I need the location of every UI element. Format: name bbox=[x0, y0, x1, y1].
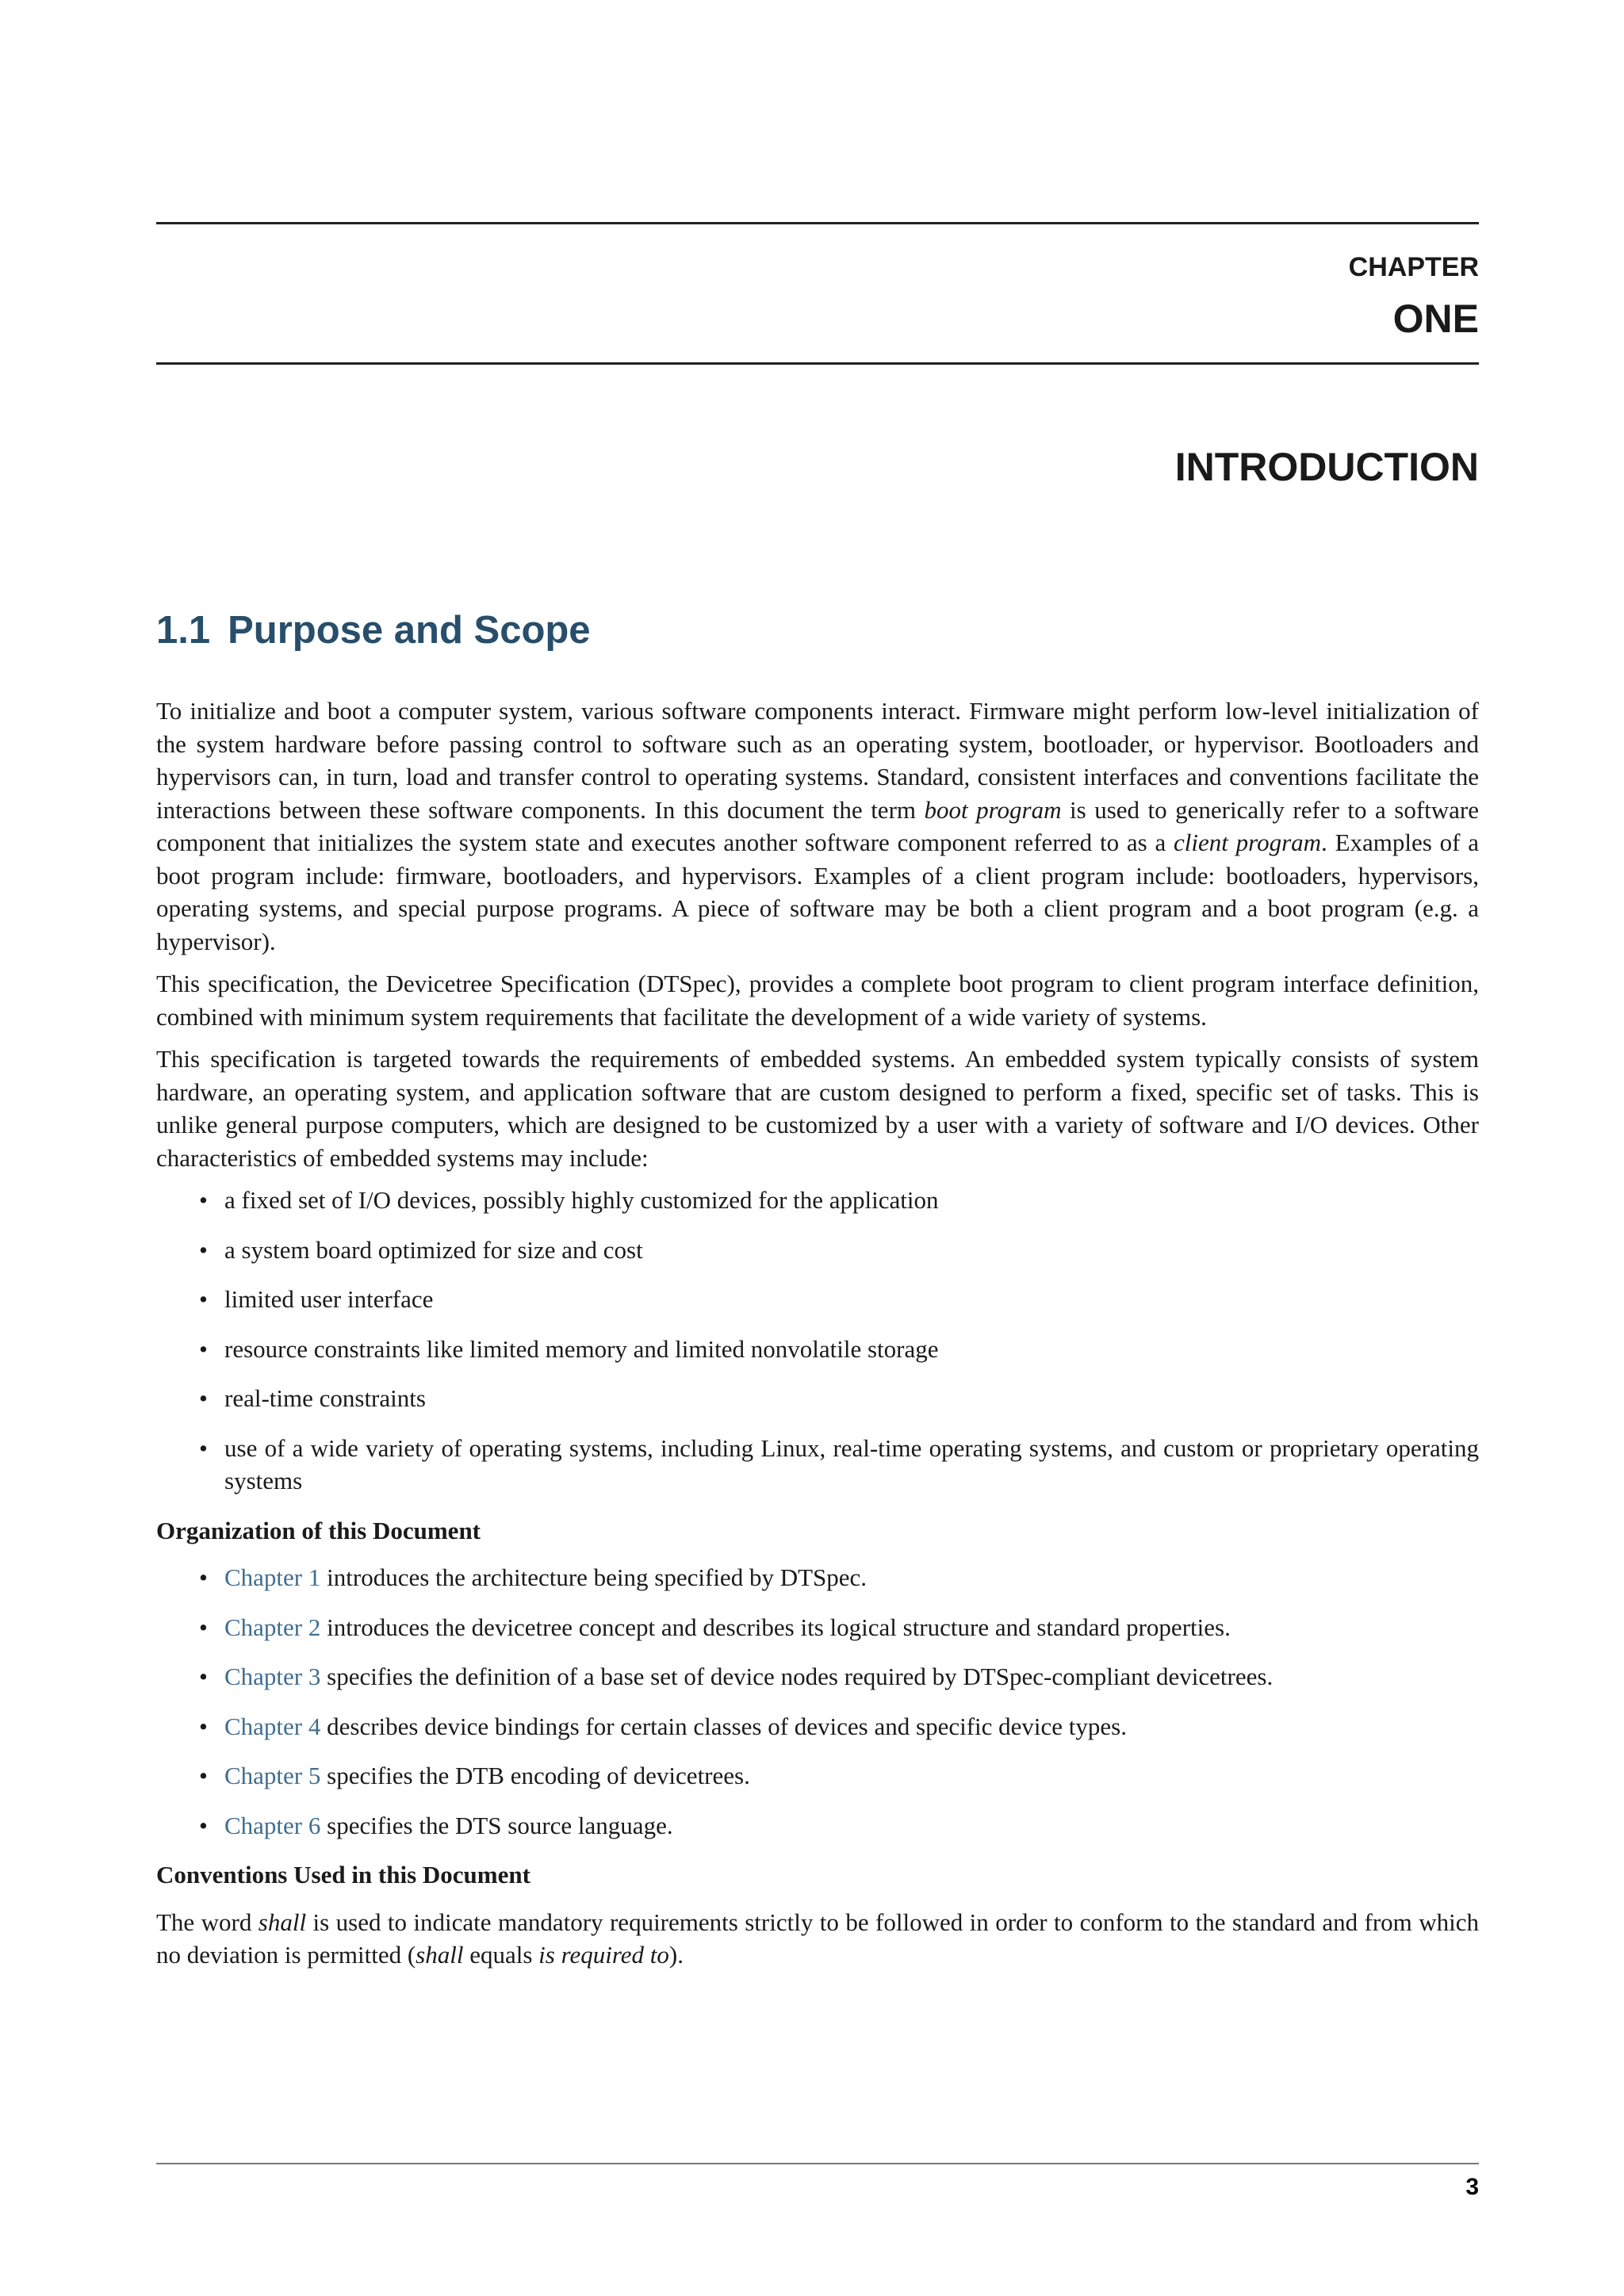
document-page bbox=[156, 222, 1479, 1981]
list-item: • resource constraints like limited memory and limited nonvolatile storage bbox=[224, 1333, 1479, 1366]
list-item-text: specifies the DTS source language. bbox=[320, 1811, 673, 1839]
term-boot-program: boot program bbox=[924, 795, 1062, 824]
list-item-text: specifies the DTB encoding of devicetrees. bbox=[320, 1762, 750, 1789]
list-item-text: introduces the architecture being specified by DTSpec. bbox=[320, 1563, 868, 1591]
section-title: Purpose and Scope bbox=[228, 609, 591, 652]
chapter-3-link[interactable]: Chapter 3 bbox=[224, 1663, 321, 1690]
intro-text-2: is used to generically refer to a software component that initializes the system state and executes another software component referred to as a bbox=[156, 795, 1479, 856]
conventions-text-1: The word bbox=[156, 1908, 259, 1936]
chapter-label: CHAPTER bbox=[1348, 252, 1479, 282]
chapter-2-link[interactable]: Chapter 2 bbox=[224, 1613, 321, 1641]
chapter-top-rule bbox=[156, 222, 1479, 224]
list-item-text: describes device bindings for certain classes of devices and specific device types. bbox=[320, 1712, 1127, 1740]
term-shall-2: shall bbox=[416, 1941, 464, 1969]
list-item bbox=[224, 1809, 1479, 1843]
chapter-6-link[interactable]: Chapter 6 bbox=[224, 1811, 321, 1839]
list-item: • real-time constraints bbox=[224, 1382, 1479, 1415]
list-item: • a fixed set of I/O devices, possibly highly customized for the application bbox=[224, 1184, 1479, 1217]
term-is-required-to: is required to bbox=[538, 1941, 669, 1969]
conventions-paragraph bbox=[156, 1906, 1479, 1972]
chapter-title: INTRODUCTION bbox=[1174, 445, 1479, 489]
list-item: • use of a wide variety of operating systems, including Linux, real-time operating systems, and custom or proprietary operating systems bbox=[224, 1432, 1479, 1498]
conventions-text-2: is used to indicate mandatory requirements strictly to be followed in order to conform to the standard and from which no deviation is permitted ( bbox=[156, 1908, 1479, 1969]
dtspec-paragraph: This specification, the Devicetree Specification (DTSpec), provides a complete boot program to client program interface definition, combined with minimum system requirements that facilitate the development of a wide variety of systems. bbox=[156, 970, 1479, 1031]
chapter-bottom-rule bbox=[156, 362, 1479, 365]
list-item: • a system board optimized for size and cost bbox=[224, 1234, 1479, 1267]
intro-text-3: . Examples of a boot program include: firmware, bootloaders, and hypervisors. Examples of a client program include: bootloaders, hypervisors, operating systems, and special purpose programs. A piece of software may be both a client program and a boot program (e.g. a hypervisor). bbox=[156, 828, 1479, 955]
section-number: 1.1 bbox=[156, 609, 211, 652]
list-item-text: specifies the definition of a base set of device nodes required by DTSpec-compliant devicetrees. bbox=[320, 1663, 1274, 1690]
list-item-text: introduces the devicetree concept and describes its logical structure and standard properties. bbox=[320, 1613, 1231, 1641]
page-number: 3 bbox=[1465, 2174, 1479, 2200]
organization-heading: Organization of this Document bbox=[156, 1516, 481, 1544]
footer-rule bbox=[156, 2163, 1479, 2164]
chapter-4-link[interactable]: Chapter 4 bbox=[224, 1712, 321, 1740]
term-shall: shall bbox=[258, 1908, 307, 1936]
conventions-text-4: ). bbox=[668, 1941, 684, 1969]
section-heading bbox=[156, 607, 1479, 653]
list-item bbox=[224, 1759, 1479, 1793]
list-item bbox=[224, 1561, 1479, 1594]
embedded-paragraph: This specification is targeted towards the requirements of embedded systems. An embedded system typically consists of system hardware, an operating system, and application software that are custom designed to perform a fixed, specific set of tasks. This is unlike general purpose computers, which are designed to be customized by a user with a variety of software and I/O devices. Other characteristics of embedded systems may include: bbox=[156, 1045, 1479, 1172]
intro-text-1: To initialize and boot a computer system, various software components interact. Firmware might perform low-level initialization of the system hardware before passing control to software such as an operating system, bootloader, or hypervisor. Bootloaders and hypervisors can, in turn, load and transfer control to operating systems. Standard, consistent interfaces and conventions facilitate the interactions between these software components. In this document the term bbox=[156, 697, 1479, 824]
conventions-text-3: equals bbox=[463, 1941, 539, 1969]
chapter-number: ONE bbox=[1392, 297, 1479, 341]
intro-paragraph bbox=[156, 695, 1479, 958]
organization-list bbox=[156, 1561, 1479, 1842]
list-item bbox=[224, 1710, 1479, 1743]
chapter-5-link[interactable]: Chapter 5 bbox=[224, 1762, 321, 1789]
chapter-1-link[interactable]: Chapter 1 bbox=[224, 1563, 321, 1591]
term-client-program: client program bbox=[1174, 828, 1322, 856]
conventions-heading: Conventions Used in this Document bbox=[156, 1861, 530, 1888]
list-item bbox=[224, 1611, 1479, 1644]
list-item bbox=[224, 1660, 1479, 1693]
characteristics-list bbox=[156, 1184, 1479, 1498]
list-item: • limited user interface bbox=[224, 1283, 1479, 1316]
